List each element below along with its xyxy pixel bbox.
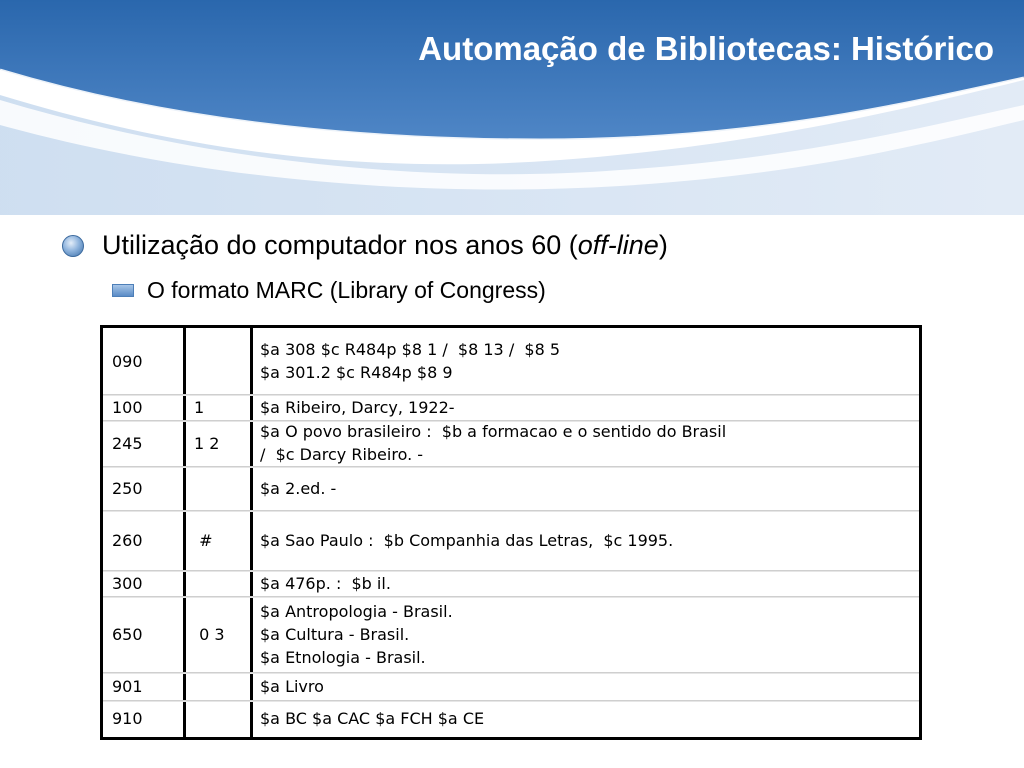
- subfield-line: $a Etnologia - Brasil.: [260, 647, 426, 667]
- subfield-line: $a 2.ed. -: [260, 478, 337, 498]
- marc-field-value: [260, 700, 913, 736]
- slide-title: Automação de Bibliotecas: Histórico: [418, 30, 994, 67]
- subfield-line: $a 301.2 $c R484p $8 9: [260, 363, 453, 382]
- table-row: [103, 510, 919, 571]
- marc-tag: 250: [112, 478, 143, 498]
- marc-tag: 650: [112, 624, 143, 644]
- bullet-square-icon: [112, 284, 134, 297]
- subfield-line: $a Ribeiro, Darcy, 1922-: [260, 397, 455, 417]
- subfield-line: / $c Darcy Ribeiro. -: [260, 445, 424, 464]
- marc-tag: 910: [112, 708, 143, 728]
- table-row: [103, 328, 919, 395]
- marc-tag: 100: [112, 397, 143, 417]
- marc-field-value: [260, 672, 913, 700]
- marc-tag: 245: [112, 433, 143, 453]
- table-row: [103, 466, 919, 511]
- marc-indicators: [194, 466, 252, 510]
- marc-indicators: #: [194, 530, 213, 550]
- marc-field-value: [260, 570, 913, 596]
- marc-record-table: [100, 325, 922, 740]
- table-row: [103, 700, 919, 736]
- marc-indicators: [194, 328, 252, 394]
- marc-field-value: [260, 328, 913, 394]
- bullet-sub-text: O formato MARC (Library of Congress): [147, 277, 546, 303]
- table-row: [103, 394, 919, 421]
- marc-tag: 901: [112, 676, 143, 696]
- marc-tag: 260: [112, 530, 143, 550]
- marc-indicators: [194, 700, 252, 736]
- bullet-main-text: Utilização do computador nos anos 60 (off-line): [102, 230, 668, 260]
- marc-indicators: 1 2: [194, 433, 220, 453]
- marc-tag: 300: [112, 573, 143, 593]
- subfield-line: $a Antropologia - Brasil.: [260, 601, 453, 621]
- marc-field-value: [260, 420, 913, 466]
- bullet-sub: [112, 277, 546, 304]
- bullet-dot-icon: [62, 235, 84, 257]
- bullet-main: [62, 230, 668, 261]
- subfield-line: $a Livro: [260, 676, 324, 696]
- table-row: [103, 672, 919, 701]
- marc-tag: 090: [112, 351, 143, 371]
- table-row: [103, 570, 919, 597]
- table-row: [103, 596, 919, 673]
- subfield-line: $a O povo brasileiro : $b a formacao e o sentido do Brasil: [260, 422, 727, 441]
- subfield-line: $a 476p. : $b il.: [260, 573, 391, 593]
- marc-field-value: [260, 394, 913, 420]
- marc-indicators: 0 3: [194, 624, 225, 644]
- marc-indicators: [194, 570, 252, 596]
- table-row: [103, 420, 919, 467]
- marc-field-value: [260, 596, 913, 672]
- subfield-line: $a Sao Paulo : $b Companhia das Letras, $c 1995.: [260, 530, 674, 550]
- subfield-line: $a 308 $c R484p $8 1 / $8 13 / $8 5: [260, 340, 561, 359]
- marc-field-value: [260, 510, 913, 570]
- marc-indicators: 1: [194, 397, 205, 417]
- marc-field-value: [260, 466, 913, 510]
- subfield-line: $a BC $a CAC $a FCH $a CE: [260, 708, 485, 728]
- marc-indicators: [194, 672, 252, 700]
- subfield-line: $a Cultura - Brasil.: [260, 624, 410, 644]
